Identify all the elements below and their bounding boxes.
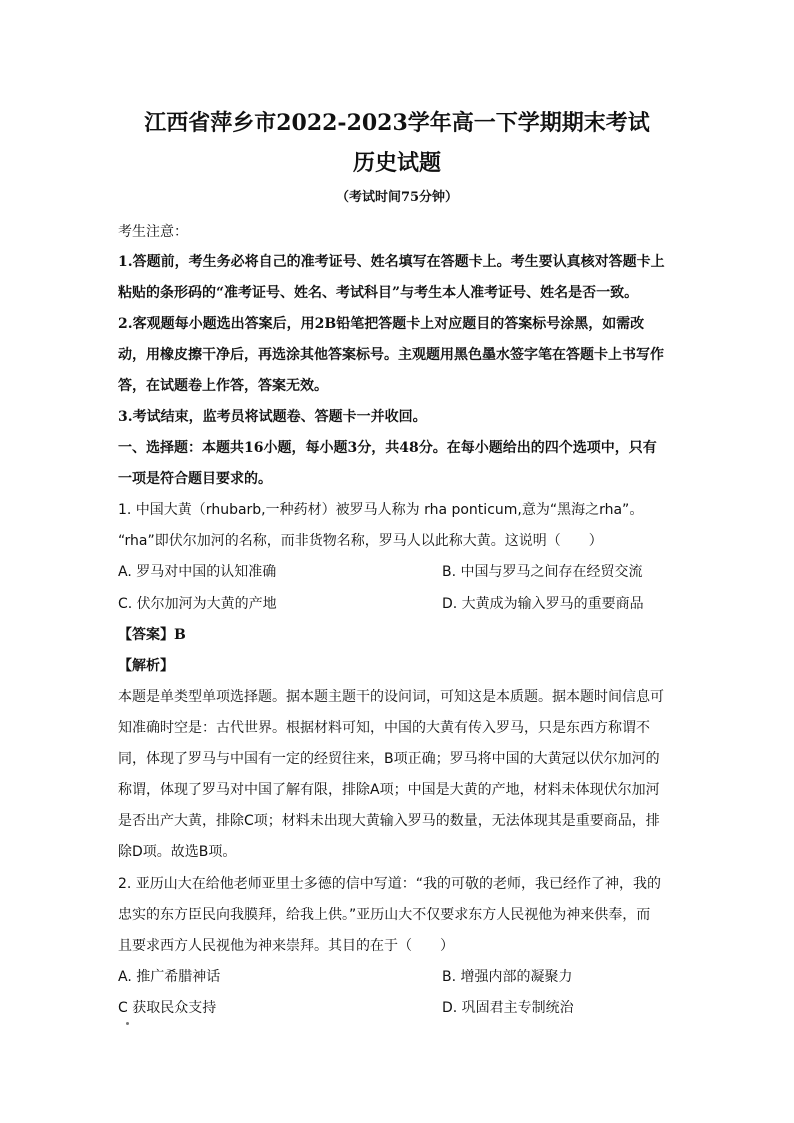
notice-line: 1.答题前，考生务必将自己的准考证号、姓名填写在答题卡上。考生要认真核对答题卡上 [118, 254, 665, 270]
q2-option-b: B. 增强内部的凝聚力 [442, 969, 573, 985]
notice-line: 答，在试题卷上作答，答案无效。 [118, 378, 328, 394]
notice-line: 2.客观题每小题选出答案后，用2B铅笔把答题卡上对应题目的答案标号涂黑，如需改 [118, 316, 645, 332]
notice-line: 3.考试结束，监考员将试题卷、答题卡一并收回。 [118, 409, 427, 425]
subject-title: 历史试题 [352, 150, 441, 176]
q1-option-b: B. 中国与罗马之间存在经贸交流 [442, 564, 643, 580]
q2-option-a: A. 推广希腊神话 [118, 969, 221, 985]
q1-option-d: D. 大黄成为输入罗马的重要商品 [442, 596, 644, 612]
section-instructions: 一项是符合题目要求的。 [118, 471, 272, 487]
q1-analysis-label: 【解析】 [118, 658, 174, 674]
q1-option-a: A. 罗马对中国的认知准确 [118, 564, 277, 580]
notice-heading: 考生注意： [118, 224, 188, 240]
q1-analysis-line: 本题是单类型单项选择题。据本题主题干的设问词，可知这是本质题。据本题时间信息可 [118, 689, 664, 705]
q1-analysis-line: 同，体现了罗马与中国有一定的经贸往来，B项正确；罗马将中国的大黄冠以伏尔加河的 [118, 751, 660, 767]
q2-option-d: D. 巩固君主专制统治 [442, 1000, 574, 1016]
notice-line: 动，用橡皮擦干净后，再选涂其他答案标号。主观题用黑色墨水签字笔在答题卡上书写作 [118, 347, 664, 363]
q1-stem: “rha”即伏尔加河的名称，而非货物名称，罗马人以此称大黄。这说明（ ） [118, 533, 603, 549]
q1-analysis-line: 是否出产大黄，排除C项；材料未出现大黄输入罗马的数量，无法体现其是重要商品，排 [118, 813, 660, 829]
q2-stem: 且要求西方人民视他为神来崇拜。其目的在于（ ） [118, 938, 454, 954]
exam-duration: （考试时间75分钟） [335, 190, 459, 205]
q1-analysis-line: 除D项。故选B项。 [118, 844, 237, 860]
q1-analysis-line: 知准确时空是：古代世界。根据材料可知，中国的大黄有传入罗马，只是东西方称谓不 [118, 720, 650, 736]
q2-option-c: C 获取民众支持 [118, 1000, 217, 1016]
exam-title: 江西省萍乡市2022-2023学年高一下学期期末考试 [144, 110, 650, 136]
section-instructions: 一、选择题：本题共16小题，每小题3分，共48分。在每小题给出的四个选项中，只有 [118, 440, 657, 456]
q1-stem: 1. 中国大黄（rhubarb,一种药材）被罗马人称为 rha ponticum,意为“黑海之rha”。 [118, 502, 644, 518]
notice-line: 粘贴的条形码的“准考证号、姓名、考试科目”与考生本人准考证号、姓名是否一致。 [118, 285, 639, 301]
q1-analysis-line: 称谓，体现了罗马对中国了解有限，排除A项；中国是大黄的产地，材料未体现伏尔加河 [118, 782, 660, 798]
q2-stem: 2. 亚历山大在给他老师亚里士多德的信中写道：“我的可敬的老师，我已经作了神，我的 [118, 876, 662, 892]
q2-stem: 忠实的东方臣民向我膜拜，给我上供。”亚历山大不仅要求东方人民视他为神来供奉，而 [118, 907, 651, 923]
scan-speck [126, 1022, 129, 1025]
q1-option-c: C. 伏尔加河为大黄的产地 [118, 596, 277, 612]
q1-answer: 【答案】B [118, 627, 186, 643]
